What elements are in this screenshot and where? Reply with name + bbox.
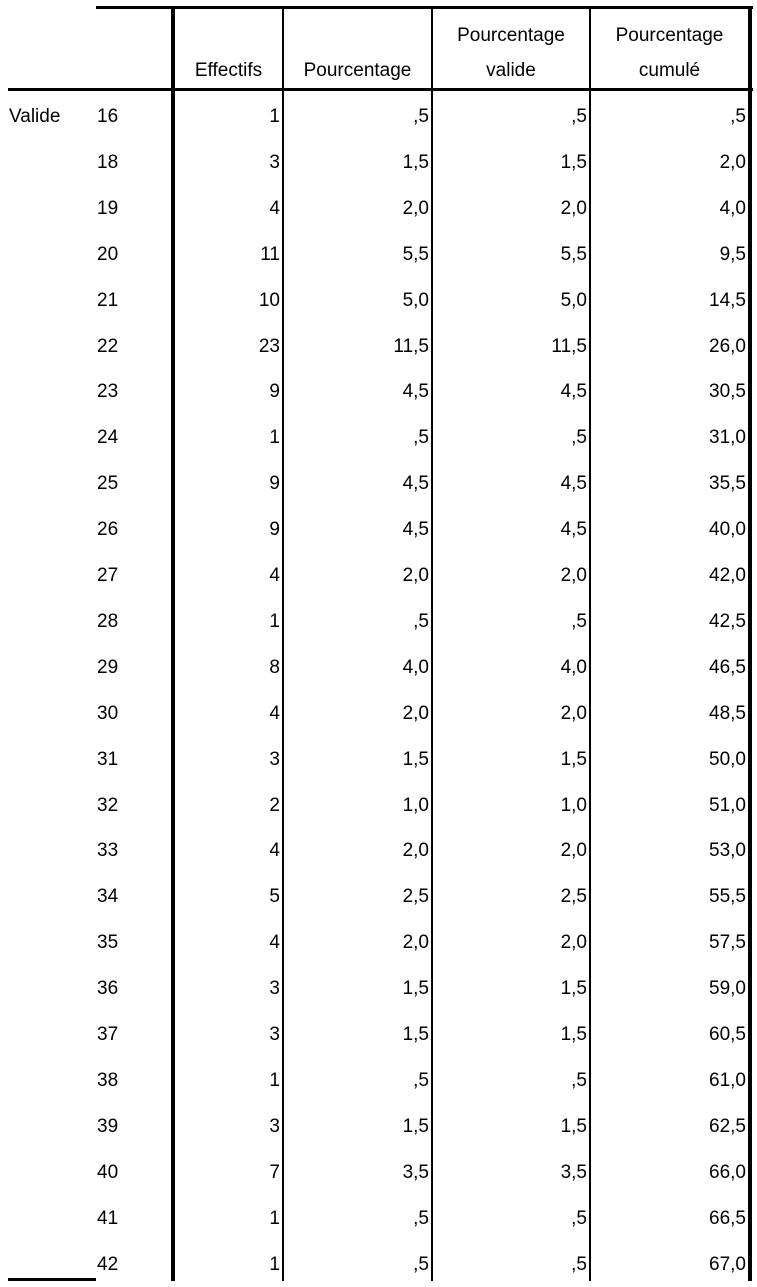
cell-value: 37: [97, 1024, 119, 1045]
cell-value: 19: [97, 198, 119, 219]
cell-effectifs: 7: [269, 1162, 280, 1183]
cell-pourcentage: 2,0: [402, 565, 429, 586]
cell-pourcentage: 4,0: [402, 657, 429, 678]
cell-value: 28: [97, 611, 119, 632]
cell-pourcentage: 1,5: [402, 1116, 429, 1137]
cell-effectifs: 4: [269, 932, 280, 953]
cell-pourcentage-cumule: 51,0: [709, 795, 746, 816]
cell-pourcentage-valide: 1,5: [560, 152, 587, 173]
cell-pourcentage-valide: 1,5: [560, 1024, 587, 1045]
cell-value: 40: [97, 1162, 119, 1183]
cell-effectifs: 1: [269, 106, 280, 127]
cell-pourcentage-valide: 1,5: [560, 978, 587, 999]
cell-pourcentage-cumule: ,5: [730, 106, 746, 127]
cell-effectifs: 3: [269, 152, 280, 173]
cell-pourcentage-cumule: 61,0: [709, 1070, 746, 1091]
header-pourcentage-cumule-line2: cumulé: [638, 60, 701, 81]
cell-value: 32: [97, 795, 119, 816]
cell-effectifs: 1: [269, 1254, 280, 1275]
cell-pourcentage-cumule: 48,5: [709, 703, 746, 724]
cell-pourcentage-valide: 2,5: [560, 886, 587, 907]
cell-pourcentage-valide: ,5: [571, 106, 587, 127]
header-pourcentage-valide-line2: valide: [486, 60, 536, 81]
cell-pourcentage-valide: 11,5: [551, 336, 587, 357]
cell-pourcentage: 3,5: [402, 1162, 429, 1183]
cell-pourcentage-valide: ,5: [571, 427, 587, 448]
cell-pourcentage: 1,5: [402, 978, 429, 999]
cell-pourcentage-cumule: 55,5: [709, 886, 746, 907]
cell-pourcentage-valide: ,5: [571, 611, 587, 632]
cell-pourcentage-cumule: 53,0: [709, 840, 746, 861]
cell-effectifs: 1: [269, 611, 280, 632]
cell-pourcentage-valide: 2,0: [560, 932, 587, 953]
cell-pourcentage-valide: ,5: [571, 1208, 587, 1229]
cell-value: 39: [97, 1116, 119, 1137]
cell-pourcentage-valide: 2,0: [560, 198, 587, 219]
cell-pourcentage-cumule: 4,0: [719, 198, 746, 219]
cell-value: 25: [97, 473, 119, 494]
cell-pourcentage-valide: 5,0: [560, 290, 587, 311]
cell-pourcentage-cumule: 57,5: [709, 932, 746, 953]
cell-value: 16: [97, 106, 119, 127]
cell-pourcentage-cumule: 9,5: [719, 244, 746, 265]
cell-pourcentage: ,5: [413, 1254, 429, 1275]
header-pourcentage-valide-line1: Pourcentage: [457, 25, 565, 46]
cell-pourcentage: 2,0: [402, 932, 429, 953]
cell-value: 26: [97, 519, 119, 540]
cell-effectifs: 3: [269, 1024, 280, 1045]
cell-pourcentage: 4,5: [402, 381, 429, 402]
cell-pourcentage-cumule: 66,0: [709, 1162, 746, 1183]
cell-pourcentage-valide: 1,5: [560, 749, 587, 770]
cell-pourcentage-valide: 4,5: [560, 473, 587, 494]
cell-pourcentage-valide: 1,5: [560, 1116, 587, 1137]
cell-effectifs: 1: [269, 1070, 280, 1091]
cell-effectifs: 4: [269, 565, 280, 586]
cell-pourcentage-valide: 2,0: [560, 565, 587, 586]
cell-effectifs: 23: [258, 336, 280, 357]
cell-pourcentage-cumule: 2,0: [719, 152, 746, 173]
cell-value: 20: [97, 244, 119, 265]
cell-effectifs: 3: [269, 1116, 280, 1137]
cell-value: 18: [97, 152, 119, 173]
cell-pourcentage-cumule: 26,0: [709, 336, 746, 357]
cell-effectifs: 4: [269, 198, 280, 219]
cell-pourcentage-valide: ,5: [571, 1254, 587, 1275]
cell-pourcentage: 4,5: [402, 519, 429, 540]
cell-pourcentage-cumule: 30,5: [709, 381, 746, 402]
cell-pourcentage: 2,0: [402, 840, 429, 861]
cell-value: 27: [97, 565, 119, 586]
cell-pourcentage-cumule: 60,5: [709, 1024, 746, 1045]
cell-pourcentage-cumule: 31,0: [709, 427, 746, 448]
cell-pourcentage: ,5: [413, 611, 429, 632]
cell-pourcentage-cumule: 40,0: [709, 519, 746, 540]
cell-effectifs: 2: [269, 795, 280, 816]
cell-pourcentage-cumule: 50,0: [709, 749, 746, 770]
cell-effectifs: 9: [269, 519, 280, 540]
cell-effectifs: 1: [269, 1208, 280, 1229]
cell-effectifs: 3: [269, 978, 280, 999]
cell-pourcentage: 2,0: [402, 703, 429, 724]
cell-value: 30: [97, 703, 119, 724]
cell-effectifs: 9: [269, 381, 280, 402]
cell-value: 42: [97, 1254, 119, 1275]
cell-value: 38: [97, 1070, 119, 1091]
cell-pourcentage: 1,0: [402, 795, 429, 816]
cell-effectifs: 4: [269, 703, 280, 724]
cell-pourcentage-valide: 3,5: [560, 1162, 587, 1183]
cell-effectifs: 10: [258, 290, 280, 311]
cell-value: 29: [97, 657, 119, 678]
header-pourcentage: Pourcentage: [303, 60, 412, 81]
cell-pourcentage: 4,5: [402, 473, 429, 494]
cell-pourcentage-valide: 1,0: [560, 795, 587, 816]
cell-value: 24: [97, 427, 119, 448]
cell-value: 34: [97, 886, 119, 907]
cell-pourcentage: 1,5: [402, 1024, 429, 1045]
cell-pourcentage-cumule: 42,0: [709, 565, 746, 586]
cell-value: 41: [97, 1208, 119, 1229]
cell-pourcentage-valide: ,5: [571, 1070, 587, 1091]
cell-pourcentage-cumule: 67,0: [709, 1254, 746, 1275]
cell-pourcentage-valide: 2,0: [560, 840, 587, 861]
cell-effectifs: 8: [269, 657, 280, 678]
cell-pourcentage: 2,0: [402, 198, 429, 219]
cell-effectifs: 9: [269, 473, 280, 494]
cell-pourcentage: ,5: [413, 106, 429, 127]
cell-value: 36: [97, 978, 119, 999]
cell-effectifs: 11: [260, 244, 280, 265]
cell-pourcentage-cumule: 14,5: [709, 290, 746, 311]
group-label-valide: Valide: [9, 106, 61, 127]
cell-pourcentage: 1,5: [402, 749, 429, 770]
cell-effectifs: 1: [269, 427, 280, 448]
cell-pourcentage-cumule: 42,5: [709, 611, 746, 632]
cell-value: 33: [97, 840, 119, 861]
cell-pourcentage: 2,5: [402, 886, 429, 907]
cell-value: 31: [97, 749, 119, 770]
cell-pourcentage-cumule: 46,5: [709, 657, 746, 678]
cell-pourcentage-valide: 4,5: [560, 519, 587, 540]
cell-pourcentage-valide: 2,0: [560, 703, 587, 724]
cell-pourcentage: ,5: [413, 1208, 429, 1229]
cell-pourcentage-cumule: 66,5: [709, 1208, 746, 1229]
cell-pourcentage-cumule: 35,5: [709, 473, 746, 494]
header-pourcentage-cumule-line1: Pourcentage: [615, 25, 724, 46]
cell-pourcentage-cumule: 62,5: [709, 1116, 746, 1137]
cell-value: 23: [97, 381, 119, 402]
cell-pourcentage: 5,0: [402, 290, 429, 311]
cell-pourcentage: 11,5: [393, 336, 429, 357]
cell-effectifs: 4: [269, 840, 280, 861]
cell-pourcentage: ,5: [413, 1070, 429, 1091]
cell-pourcentage-cumule: 59,0: [709, 978, 746, 999]
header-effectifs: Effectifs: [194, 60, 263, 81]
cell-value: 22: [97, 336, 119, 357]
cell-effectifs: 5: [269, 886, 280, 907]
cell-pourcentage-valide: 4,5: [560, 381, 587, 402]
cell-pourcentage: ,5: [413, 427, 429, 448]
cell-effectifs: 3: [269, 749, 280, 770]
cell-pourcentage-valide: 5,5: [560, 244, 587, 265]
cell-pourcentage-valide: 4,0: [560, 657, 587, 678]
cell-pourcentage: 1,5: [402, 152, 429, 173]
cell-value: 21: [97, 290, 119, 311]
cell-pourcentage: 5,5: [402, 244, 429, 265]
cell-value: 35: [97, 932, 119, 953]
